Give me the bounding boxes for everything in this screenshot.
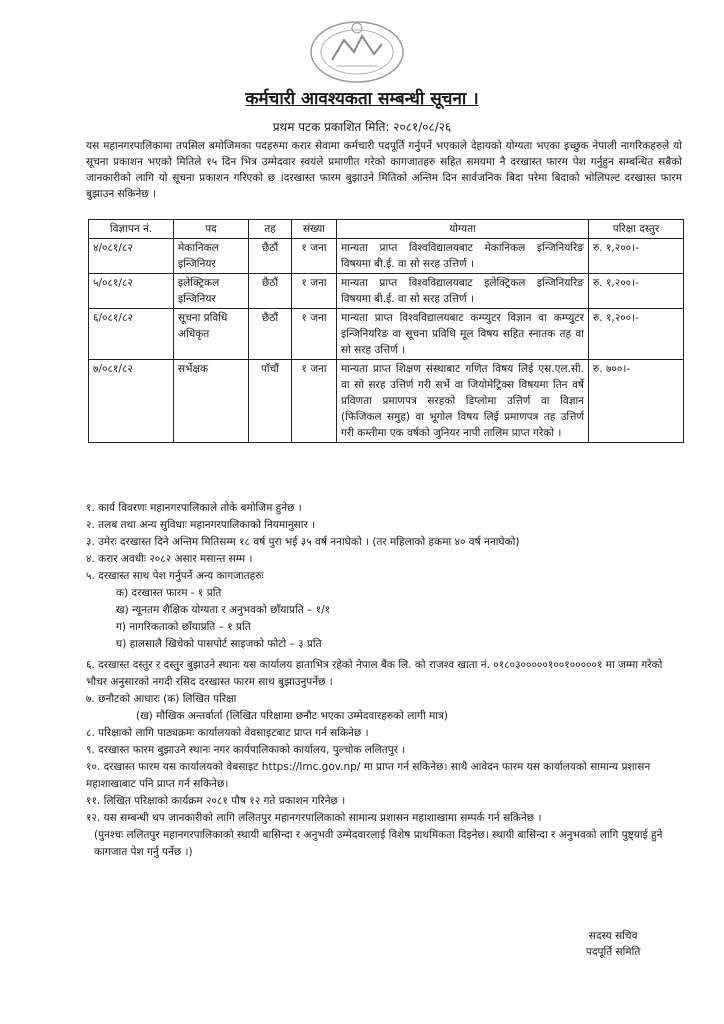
header-fee: परिक्षा दस्तुर	[589, 220, 684, 239]
cell-post: मेकानिकल इन्जिनियर	[174, 239, 249, 274]
note-salary: २. तलब तथा अन्य सुविधाः महानगरपालिकाको नियमानुसार ।	[86, 519, 316, 531]
note-documents: ५. दरखास्त साथ पेश गर्नुपर्ने अन्य कागजातहरुः	[86, 570, 264, 582]
note-doc-item: क) दरखास्त फारम - १ प्रति	[116, 587, 222, 599]
note-syllabus: ८. परिक्षाको लागि पाठ्यक्रमः कार्यालयको वेवसाइटबाट प्राप्त गर्न सकिनेछ ।	[86, 727, 369, 739]
cell-ad-no: ४/०८१/८२	[89, 239, 174, 274]
note-job-description: १. कार्य विवरणः महानगरपालिकाले तोके बमोजिम हुनेछ ।	[86, 502, 302, 514]
cell-ad-no: ५/०८१/८२	[89, 274, 174, 309]
header-count: संख्या	[292, 220, 337, 239]
cell-fee: रु. ७००।-	[589, 360, 684, 443]
cell-qualification: मान्यता प्राप्त विश्वविद्यालयबाट कम्प्युटर विज्ञान वा कम्प्युटर इन्जिनियरिङ वा सूचना प्रविधि मूल विषय सहित स्नातक तह वा सो सरह उत्तिर्ण ।	[337, 309, 589, 360]
note-doc-item: घ) हालसालै खिचेको पासपोर्ट साइजको फोटो – ३ प्रति	[116, 638, 322, 650]
vacancy-table	[88, 219, 684, 443]
signature-title: सदस्य सचिव	[588, 930, 638, 942]
cell-qualification: मान्यता प्राप्त विश्वविद्यालयबाट मेकानिकल इन्जिनियरिङ विषयमा बी.ई. वा सो सरह उत्तिर्ण ।	[337, 239, 589, 274]
cell-count: १ जना	[292, 239, 337, 274]
cell-fee: रु. १,२००।-	[589, 239, 684, 274]
signature-committee: पदपूर्ति समिति	[586, 946, 641, 958]
note-contact: १२. यस सम्बन्धी थप जानकारीको लागि ललितपुर महानगरपालिकाको सामान्य प्रशासन महाशाखामा सम्पर्क गर्न सकिनेछ ।	[86, 812, 542, 824]
header-qualification: योग्यता	[337, 220, 589, 239]
cell-qualification: मान्यता प्राप्त विश्वविद्यालयबाट इलेक्ट्रिकल इन्जिनियरिङ विषयमा बी.ई. वा सो सरह उत्तिर्ण ।	[337, 274, 589, 309]
cell-post: सूचना प्रविधि अधिकृत	[174, 309, 249, 360]
signature-block	[586, 928, 640, 960]
note-form-website: १०. दरखास्त फारम यस कार्यालयको वेबसाइट https://lmc.gov.np/ मा प्राप्त गर्न सकिनेछ। साथै आवेदन फारम यस कार्यालयको सामान्य प्रशासन महाशाखाबाट पनि प्राप्त गर्न सकिनेछ।	[86, 761, 651, 790]
cell-level: छैठौं	[249, 239, 292, 274]
cell-ad-no: ७/०८१/८२	[89, 360, 174, 443]
cell-count: १ जना	[292, 309, 337, 360]
table-row	[89, 309, 684, 360]
cell-level: छैठौं	[249, 274, 292, 309]
notes-section	[86, 500, 686, 861]
header-level: तह	[249, 220, 292, 239]
cell-fee: रु. १,२००।-	[589, 309, 684, 360]
note-fee-payment: ६. दरखास्त दस्तुर र दस्तुर बुझाउने स्थानः यस कार्यालय हाताभित्र रहेको नेपाल बैंक लि. को राजश्व खाता नं. ०१८०३०००००१००१०००००१ मा जम्मा गरेको भौचर अनुसारको नगदी रसिद दरखास्त फारम साथ बुझाउनुपर्नेछ ।	[86, 659, 663, 688]
cell-post: इलेक्ट्रिकल इन्जिनियर	[174, 274, 249, 309]
publication-date: प्रथम पटक प्रकाशित मिति: २०८१/०८/२६	[272, 120, 452, 134]
note-doc-item: ख) न्यूनतम शैक्षिक योग्यता र अनुभवको छाँयाप्रति – १/१	[116, 604, 331, 616]
table-row	[89, 274, 684, 309]
note-doc-item: ग) नागरिकताको छाँयाप्रति – १ प्रति	[116, 621, 251, 633]
note-contract-period: ४. करार अवधीः २०८२ असार मसान्त सम्म ।	[86, 553, 253, 565]
note-exam-schedule: ११. लिखित परिक्षाको कार्यक्रम २०८१ पौष १२ गते प्रकाशन गरिनेछ ।	[86, 795, 346, 807]
cell-post: सर्भेक्षक	[174, 360, 249, 443]
cell-fee: रु. १,२००।-	[589, 274, 684, 309]
intro-paragraph: यस महानगरपालिकामा तपसिल बमोजिमका पदहरुमा करार सेवामा कर्मचारी पदपूर्ति गर्नुपर्ने भएकाले देहायको योग्यता भएका इच्छुक नेपाली नागरिकहरुले यो सूचना प्रकाशन भएको मितिले १५ दिन भित्र उम्मेदवार स्वयंले प्रमाणीत गरेको कागजातहरु सहित समयमा नै दरखास्त फारम पेश गर्नुहुन सम्बन्धित सबैको जानकारीको लागि यो सूचना प्रकाशन गरिएको छ ।दरखास्त फारम बुझाउने मितिको अन्तिम दिन सार्वजनिक बिदा परेमा बिदाको भोलिपल्ट दरखास्त फारम बुझाउन सकिनेछ ।	[86, 140, 682, 200]
header-post: पद	[174, 220, 249, 239]
cell-ad-no: ६/०८१/८२	[89, 309, 174, 360]
note-selection-interview: (ख) मौखिक अन्तर्वार्ता (लिखित परिक्षामा छनौट भएका उम्मेदवारहरुको लागी मात्र)	[136, 710, 448, 722]
notice-title: कर्मचारी आवश्यकता सम्बन्धी सूचना ।	[245, 89, 479, 109]
table-row	[89, 360, 684, 443]
table-header-row	[89, 220, 684, 239]
cell-level: पाँचौं	[249, 360, 292, 443]
note-age: ३. उमेरः दरखास्त दिने अन्तिम मितिसम्म १८ वर्ष पुरा भई ३५ वर्ष ननाघेको । (तर महिलाको हकमा ४० वर्ष ननाघेको)	[86, 536, 520, 548]
municipality-seal-icon	[302, 14, 412, 86]
cell-qualification: मान्यता प्राप्त शिक्षण संस्थाबाट गणित विषय लिई एस.एल.सी. वा सो सरह उत्तिर्ण गरी सर्भे वा जियोमेट्रिक्स विषयमा तिन वर्षे प्रविणता प्रमाणपत्र सरहको डिप्लोमा उत्तिर्ण वा विज्ञान (फिजिकल समुह) वा भूगोल विषय लिई प्रमाणपत्र तह उत्तिर्ण गरी कम्तीमा एक वर्षको जुनियर नापी तालिम प्राप्त गरेको ।	[337, 360, 589, 443]
note-selection-basis: ७. छनौटको आधारः (क) लिखित परिक्षा	[86, 693, 237, 705]
cell-count: १ जना	[292, 274, 337, 309]
table-row	[89, 239, 684, 274]
cell-level: छैठौं	[249, 309, 292, 360]
note-postscript: (पुनश्चः ललितपुर महानगरपालिकाको स्थायी बासिन्दा र अनुभवी उम्मेदवारलाई विशेष प्राथमिकता दिइनेछ। स्थायी बासिन्दा र अनुभवको लागि पुष्ट्याई हुने कागजात पेश गर्नु पर्नेछ ।)	[94, 829, 663, 858]
header-ad-no: विज्ञापन नं.	[89, 220, 174, 239]
cell-count: १ जना	[292, 360, 337, 443]
note-submission-place: ९. दरखास्त फारम बुझाउने स्थानः नगर कार्यपालिकाको कार्यालय, पुल्चोक ललितपुर ।	[86, 744, 406, 756]
